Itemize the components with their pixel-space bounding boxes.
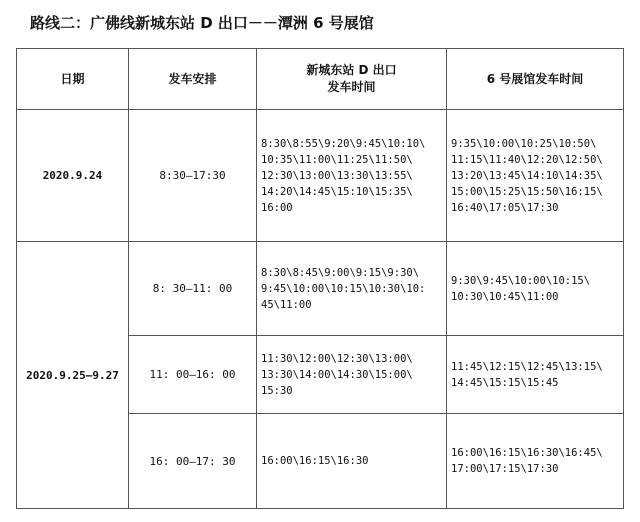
- time-line: 17:00\17:15\17:30: [451, 463, 559, 475]
- time-line: 16:00: [261, 201, 293, 214]
- header-arrangement: 发车安排: [129, 49, 257, 110]
- time-line: 10:35\11:00\11:25\11:50\: [261, 153, 413, 166]
- time-line: 10:30\10:45\11:00: [451, 290, 559, 303]
- time-line: 14:20\14:45\15:10\15:35\: [261, 185, 413, 198]
- arrangement-cell: 11: 00—16: 00: [129, 336, 257, 414]
- table-row: [17, 242, 624, 336]
- station-times-cell: [257, 110, 447, 242]
- station-times-cell: [257, 242, 447, 336]
- header-station-departure: [257, 49, 447, 110]
- time-line: 9:30\9:45\10:00\10:15\: [451, 274, 591, 287]
- time-line: 16:00\16:15\16:30: [261, 455, 369, 467]
- time-line: 15:30: [261, 384, 293, 397]
- table-header-row: [17, 49, 624, 110]
- time-line: 15:00\15:25\15:50\16:15\: [451, 185, 603, 198]
- time-line: 45\11:00: [261, 298, 312, 311]
- time-line: 8:30\8:55\9:20\9:45\10:10\: [261, 137, 426, 150]
- header-hall-departure: 6 号展馆发车时间: [447, 49, 624, 110]
- time-line: 9:45\10:00\10:15\10:30\10:: [261, 282, 426, 295]
- time-line: 11:15\11:40\12:20\12:50\: [451, 153, 603, 166]
- route-title: 路线二：广佛线新城东站 D 出口－－潭洲 6 号展馆: [30, 14, 374, 32]
- arrangement-cell: 8:30—17:30: [129, 110, 257, 242]
- arrangement-cell: 16: 00—17: 30: [129, 414, 257, 509]
- arrangement-cell: 8: 30—11: 00: [129, 242, 257, 336]
- time-line: 16:00\16:15\16:30\16:45\: [451, 447, 603, 459]
- station-times-cell: [257, 336, 447, 414]
- header-station-line2: 发车时间: [327, 80, 376, 94]
- time-line: 8:30\8:45\9:00\9:15\9:30\: [261, 266, 420, 279]
- time-line: 14:45\15:15\15:45: [451, 376, 559, 389]
- header-station-line1: 新城东站 D 出口: [306, 63, 397, 77]
- shuttle-schedule-table: [16, 48, 624, 509]
- time-line: 9:35\10:00\10:25\10:50\: [451, 137, 597, 150]
- date-cell: 2020.9.24: [17, 110, 129, 242]
- hall-times-cell: [447, 110, 624, 242]
- station-times-cell: [257, 414, 447, 509]
- time-line: 12:30\13:00\13:30\13:55\: [261, 169, 413, 182]
- time-line: 13:20\13:45\14:10\14:35\: [451, 169, 603, 182]
- hall-times-cell: [447, 414, 624, 509]
- time-line: 11:45\12:15\12:45\13:15\: [451, 360, 603, 373]
- table-row: [17, 110, 624, 242]
- hall-times-cell: [447, 336, 624, 414]
- header-date: 日期: [17, 49, 129, 110]
- hall-times-cell: [447, 242, 624, 336]
- time-line: 16:40\17:05\17:30: [451, 201, 559, 214]
- time-line: 13:30\14:00\14:30\15:00\: [261, 368, 413, 381]
- date-cell: 2020.9.25—9.27: [17, 242, 129, 509]
- time-line: 11:30\12:00\12:30\13:00\: [261, 352, 413, 365]
